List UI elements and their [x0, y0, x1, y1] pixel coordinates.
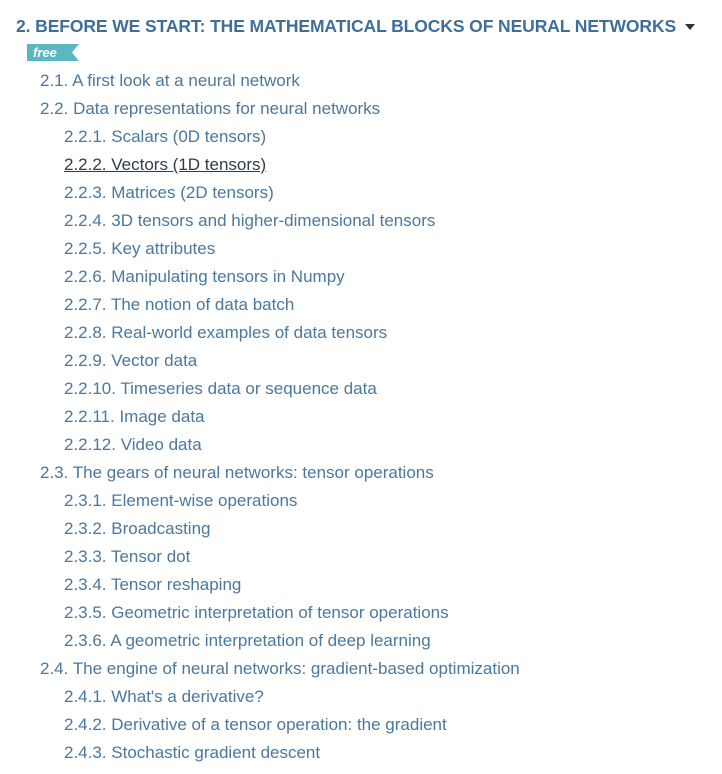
toc-section-link[interactable]: 2.2. Data representations for neural networks: [40, 99, 381, 118]
toc-subsection-link[interactable]: 2.3.1. Element-wise operations: [64, 491, 298, 510]
table-of-contents: [0, 67, 722, 767]
badge-label: free: [33, 45, 57, 60]
toc-subsection-link[interactable]: 2.2.3. Matrices (2D tensors): [64, 183, 274, 202]
toc-section-link[interactable]: 2.4. The engine of neural networks: gradient-based optimization: [40, 659, 520, 678]
toc-subsection-link[interactable]: 2.3.6. A geometric interpretation of deep learning: [64, 631, 431, 650]
toc-subsection-link[interactable]: 2.2.5. Key attributes: [64, 239, 216, 258]
toc-section-link[interactable]: 2.3. The gears of neural networks: tensor operations: [40, 463, 434, 482]
toc-subsection-link[interactable]: 2.2.7. The notion of data batch: [64, 295, 295, 314]
toc-subsection-link[interactable]: 2.2.8. Real-world examples of data tensors: [64, 323, 388, 342]
toc-subsection-link[interactable]: 2.2.2. Vectors (1D tensors): [64, 155, 267, 174]
toc-subsection-link[interactable]: 2.3.3. Tensor dot: [64, 547, 191, 566]
toc-subsection-link[interactable]: 2.2.6. Manipulating tensors in Numpy: [64, 267, 345, 286]
toc-subsection-link[interactable]: 2.3.4. Tensor reshaping: [64, 575, 242, 594]
caret-down-icon[interactable]: [685, 24, 695, 30]
toc-subsection-link[interactable]: 2.2.11. Image data: [64, 407, 205, 426]
free-badge: [27, 44, 79, 61]
chapter-title[interactable]: 2. BEFORE WE START: THE MATHEMATICAL BLOCKS OF NEURAL NETWORKS: [16, 15, 677, 36]
toc-subsection-link[interactable]: 2.4.3. Stochastic gradient descent: [64, 743, 321, 762]
toc-subsection-link[interactable]: 2.3.5. Geometric interpretation of tensor operations: [64, 603, 449, 622]
toc-subsection-link[interactable]: 2.2.9. Vector data: [64, 351, 198, 370]
toc-section-link[interactable]: 2.1. A first look at a neural network: [40, 71, 300, 90]
toc-subsection-link[interactable]: 2.4.1. What's a derivative?: [64, 687, 264, 706]
toc-subsection-link[interactable]: 2.2.10. Timeseries data or sequence data: [64, 379, 377, 398]
chapter-header[interactable]: [16, 12, 695, 40]
toc-subsection-link[interactable]: 2.4.2. Derivative of a tensor operation: the gradient: [64, 715, 447, 734]
toc-subsection-link[interactable]: 2.2.12. Video data: [64, 435, 202, 454]
toc-subsection-link[interactable]: 2.3.2. Broadcasting: [64, 519, 211, 538]
toc-subsection-link[interactable]: 2.2.1. Scalars (0D tensors): [64, 127, 267, 146]
toc-subsection-link[interactable]: 2.2.4. 3D tensors and higher-dimensional tensors: [64, 211, 436, 230]
